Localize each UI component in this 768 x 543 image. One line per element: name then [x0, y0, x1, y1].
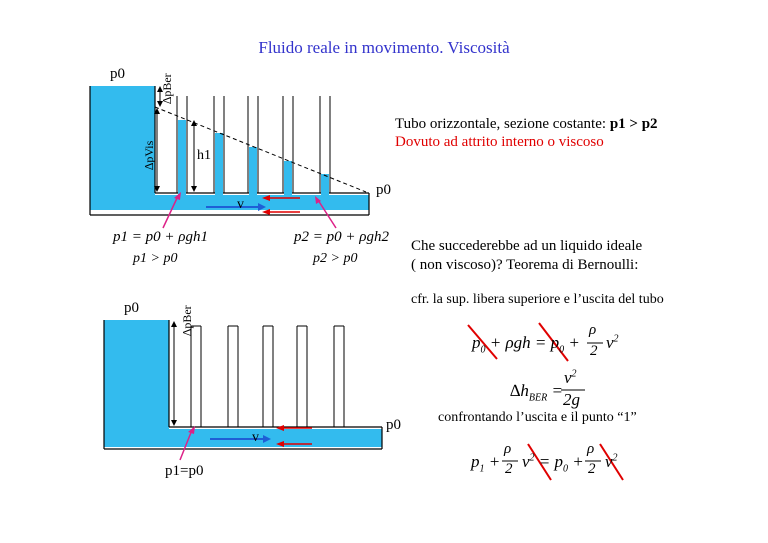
relation-p1-p2: p1 > p2	[609, 116, 658, 132]
piezometer-tubes-ideal	[191, 326, 344, 427]
label-delta-p-ber-ideal: ∆pBer	[180, 305, 194, 336]
text-confrontando: confrontando l’uscita e il punto “1”	[438, 410, 637, 425]
equation-bernoulli: $p_0 + \rho gh = p_0$ +	[472, 333, 580, 356]
piezometer-tubes	[177, 96, 330, 195]
equation-p1: p1 = p0 + ρgh1	[113, 229, 208, 245]
label-p0-top-ideal: p0	[124, 300, 139, 316]
inequality-p1: p1 > p0	[133, 251, 178, 266]
text-dovuto: Dovuto ad attrito interno o viscoso	[395, 134, 604, 150]
label-p0-right: p0	[376, 182, 391, 198]
label-velocity: v	[237, 197, 244, 212]
label-delta-p-ber: ∆pBer	[160, 73, 174, 104]
text-tubo-orizzontale: Tubo orizzontale, sezione costante: p1 > p2	[395, 116, 658, 132]
label-h1: h1	[197, 148, 211, 163]
inequality-p2: p2 > p0	[313, 251, 358, 266]
text-che-succederebbe-2: ( non viscoso)? Teorema di Bernoulli:	[411, 257, 639, 273]
label-velocity-ideal: v	[252, 430, 259, 445]
page-title: Fluido reale in movimento. Viscosità	[258, 38, 510, 57]
text-cfr: cfr. la sup. libera superiore e l’uscita del tubo	[411, 292, 664, 307]
equation-delta-h: $\Delta h_{BER}$ =	[510, 381, 563, 404]
equation-compare: $p_1$ +	[471, 452, 501, 475]
label-p1-equals-p0: p1=p0	[165, 463, 204, 479]
horizontal-tube-ideal	[169, 429, 382, 447]
label-p0-right-ideal: p0	[386, 417, 401, 433]
label-delta-p-vis: ∆pVis	[142, 140, 156, 170]
label-p0-top: p0	[110, 66, 125, 82]
text-che-succederebbe-1: Che succederebbe ad un liquido ideale	[411, 238, 643, 254]
reservoir-water-ideal	[104, 320, 169, 447]
equation-p2: p2 = p0 + ρgh2	[294, 229, 389, 245]
